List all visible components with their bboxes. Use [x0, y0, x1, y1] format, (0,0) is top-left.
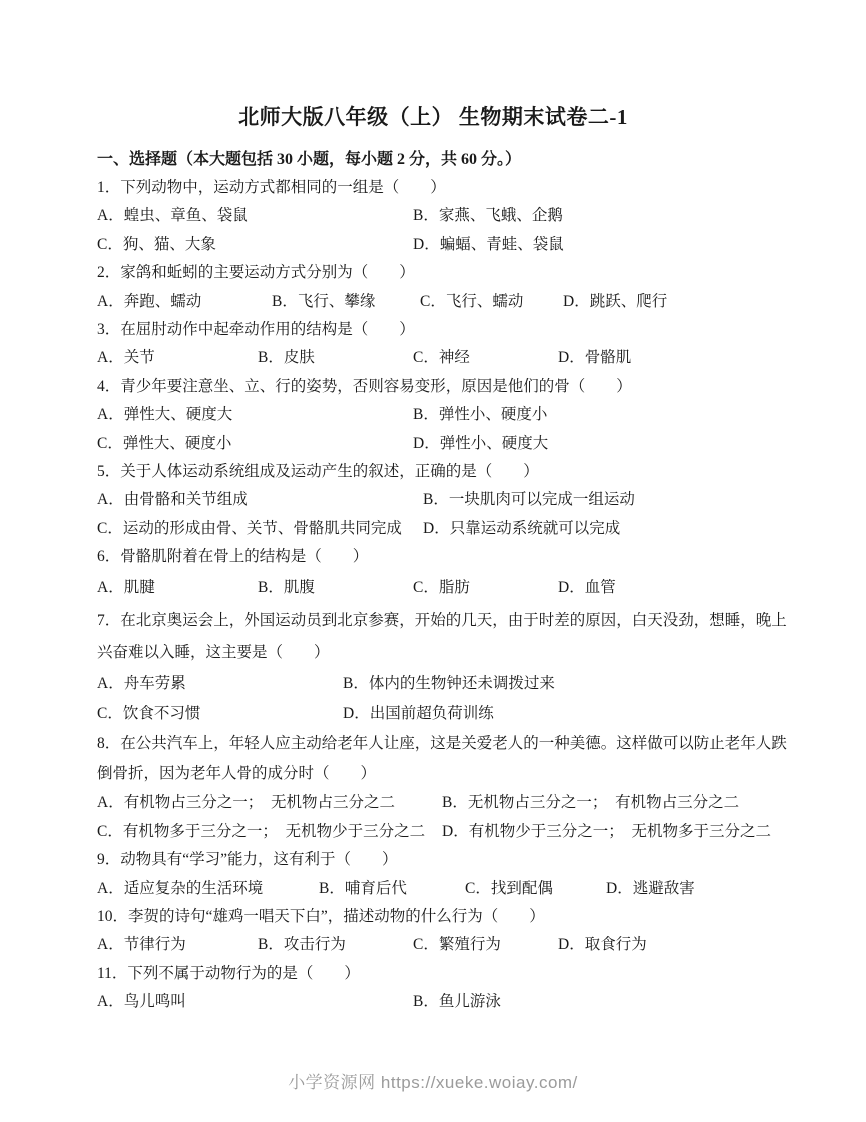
question-8-options-row-1: [97, 789, 787, 817]
question-1-stem: [97, 174, 787, 202]
footer-site-link[interactable]: 小学资源网 https://xueke.woiay.com/: [288, 1073, 578, 1092]
question-10-options-row-1: [97, 931, 787, 959]
question-5-options-row-2: [97, 515, 787, 543]
question-2-stem: [97, 259, 787, 287]
question-8-option-a: A．有机物占三分之一； 无机物占三分之二: [97, 794, 395, 812]
question-7-options-row-1: [97, 669, 787, 699]
question-3-option-b: B．皮肤: [258, 349, 315, 367]
question-11-option-a: A．鸟儿鸣叫: [97, 993, 186, 1011]
question-11-option-b: B．鱼儿游泳: [413, 993, 501, 1011]
question-4-option-c: C．弹性大、硬度小: [97, 434, 232, 452]
question-9-option-a: A．适应复杂的生活环境: [97, 879, 264, 897]
question-5-stem: [97, 458, 787, 486]
question-3-stem: [97, 316, 787, 344]
question-2-option-c: C．飞行、蠕动: [420, 292, 524, 310]
question-4-options-row-1: [97, 401, 787, 429]
question-2-option-a: A．奔跑、蠕动: [97, 292, 202, 310]
question-1-option-b: B．家燕、飞蛾、企鹅: [413, 207, 563, 225]
question-11-stem-line-1: 11．下列不属于动物行为的是（ ）: [97, 964, 360, 982]
question-9-option-c: C．找到配偶: [465, 879, 553, 897]
question-1-option-d: D．蝙蝠、青蛙、袋鼠: [413, 235, 564, 253]
question-6-option-d: D．血管: [558, 579, 616, 597]
question-5-option-c: C．运动的形成由骨、关节、骨骼肌共同完成: [97, 519, 402, 537]
question-8-options-row-2: [97, 818, 787, 846]
question-7-option-b: B．体内的生物钟还未调拨过来: [343, 675, 555, 693]
question-11-options-row-1: [97, 988, 787, 1016]
question-3-stem-line-1: 3．在屈肘动作中起牵动作用的结构是（ ）: [97, 320, 415, 338]
question-7-option-c: C．饮食不习惯: [97, 705, 201, 723]
question-2-option-b: B．飞行、攀缘: [272, 292, 376, 310]
question-10-option-c: C．繁殖行为: [413, 936, 501, 954]
question-7-stem-line-1: 7．在北京奥运会上，外国运动员到北京参赛，开始的几天，由于时差的原因，白天没劲，想睡，晚上: [97, 612, 787, 630]
question-8-option-b: B．无机物占三分之一； 有机物占三分之二: [442, 794, 740, 812]
question-5-option-d: D．只靠运动系统就可以完成: [423, 519, 621, 537]
question-7-options-row-2: [97, 699, 787, 729]
question-7-option-a: A．舟车劳累: [97, 675, 186, 693]
question-7-option-d: D．出国前超负荷训练: [343, 705, 494, 723]
question-10-stem-line-1: 10．李贺的诗句“雄鸡一唱天下白”，描述动物的什么行为（ ）: [97, 908, 545, 926]
question-5-option-a: A．由骨骼和关节组成: [97, 491, 248, 509]
question-6-option-b: B．肌腹: [258, 579, 315, 597]
question-4-option-a: A．弹性大、硬度大: [97, 406, 233, 424]
question-7-stem-line-2: 兴奋难以入睡，这主要是（ ）: [97, 644, 330, 662]
question-3-option-d: D．骨骼肌: [558, 349, 632, 367]
section-heading: 一、选择题（本大题包括 30 小题，每小题 2 分，共 60 分。）: [97, 151, 522, 168]
question-9-option-b: B．哺育后代: [319, 879, 407, 897]
question-6-options-row-1: [97, 571, 787, 604]
question-list: [97, 174, 787, 1017]
question-10-option-b: B．攻击行为: [258, 936, 346, 954]
question-4-stem-line-1: 4．青少年要注意坐、立、行的姿势，否则容易变形，原因是他们的骨（ ）: [97, 377, 632, 395]
question-1-options-row-1: [97, 202, 787, 230]
question-9-stem: [97, 846, 787, 874]
question-7-stem-continued: [97, 637, 787, 669]
question-5-option-b: B．一块肌肉可以完成一组运动: [423, 491, 635, 509]
question-6-stem-line-1: 6．骨骼肌附着在骨上的结构是（ ）: [97, 548, 369, 566]
question-3-option-a: A．关节: [97, 349, 155, 367]
question-1-option-a: A．蝗虫、章鱼、袋鼠: [97, 207, 248, 225]
question-1-options-row-2: [97, 231, 787, 259]
question-5-options-row-1: [97, 486, 787, 514]
question-2-options-row-1: [97, 288, 787, 316]
question-5-stem-line-1: 5．关于人体运动系统组成及运动产生的叙述，正确的是（ ）: [97, 462, 539, 480]
question-8-stem-line-1: 8．在公共汽车上，年轻人应主动给老年人让座，这是关爱老人的一种美德。这样做可以防止老年人跌: [97, 735, 787, 753]
question-4-option-b: B．弹性小、硬度小: [413, 406, 548, 424]
question-1-stem-line-1: 1．下列动物中，运动方式都相同的一组是（ ）: [97, 179, 446, 196]
question-8-stem-continued: [97, 759, 787, 789]
question-1-option-c: C．狗、猫、大象: [97, 235, 216, 253]
question-11-stem: [97, 960, 787, 988]
question-10-option-d: D．取食行为: [558, 936, 647, 954]
question-4-option-d: D．弹性小、硬度大: [413, 434, 549, 452]
question-6-option-a: A．肌腱: [97, 579, 155, 597]
question-9-options-row-1: [97, 875, 787, 903]
question-3-options-row-1: [97, 344, 787, 372]
question-4-stem: [97, 373, 787, 401]
question-7-stem: [97, 604, 787, 637]
question-8-stem: [97, 729, 787, 759]
footer-watermark: [0, 1068, 866, 1093]
question-9-option-d: D．逃避敌害: [606, 879, 695, 897]
question-2-option-d: D．跳跃、爬行: [563, 292, 668, 310]
question-10-option-a: A．节律行为: [97, 936, 186, 954]
page-title: 北师大版八年级（上） 生物期末试卷二-1: [238, 105, 628, 129]
question-8-option-c: C．有机物多于三分之一； 无机物少于三分之二: [97, 822, 426, 840]
question-8-stem-line-2: 倒骨折，因为老年人骨的成分时（ ）: [97, 765, 377, 783]
question-10-stem: [97, 903, 787, 931]
question-6-stem: [97, 543, 787, 571]
question-8-option-d: D．有机物少于三分之一； 无机物多于三分之二: [442, 822, 771, 840]
question-4-options-row-2: [97, 430, 787, 458]
question-2-stem-line-1: 2．家鸽和蚯蚓的主要运动方式分别为（ ）: [97, 264, 415, 282]
question-6-option-c: C．脂肪: [413, 579, 470, 597]
question-3-option-c: C．神经: [413, 349, 470, 367]
question-9-stem-line-1: 9．动物具有“学习”能力，这有利于（ ）: [97, 851, 398, 869]
